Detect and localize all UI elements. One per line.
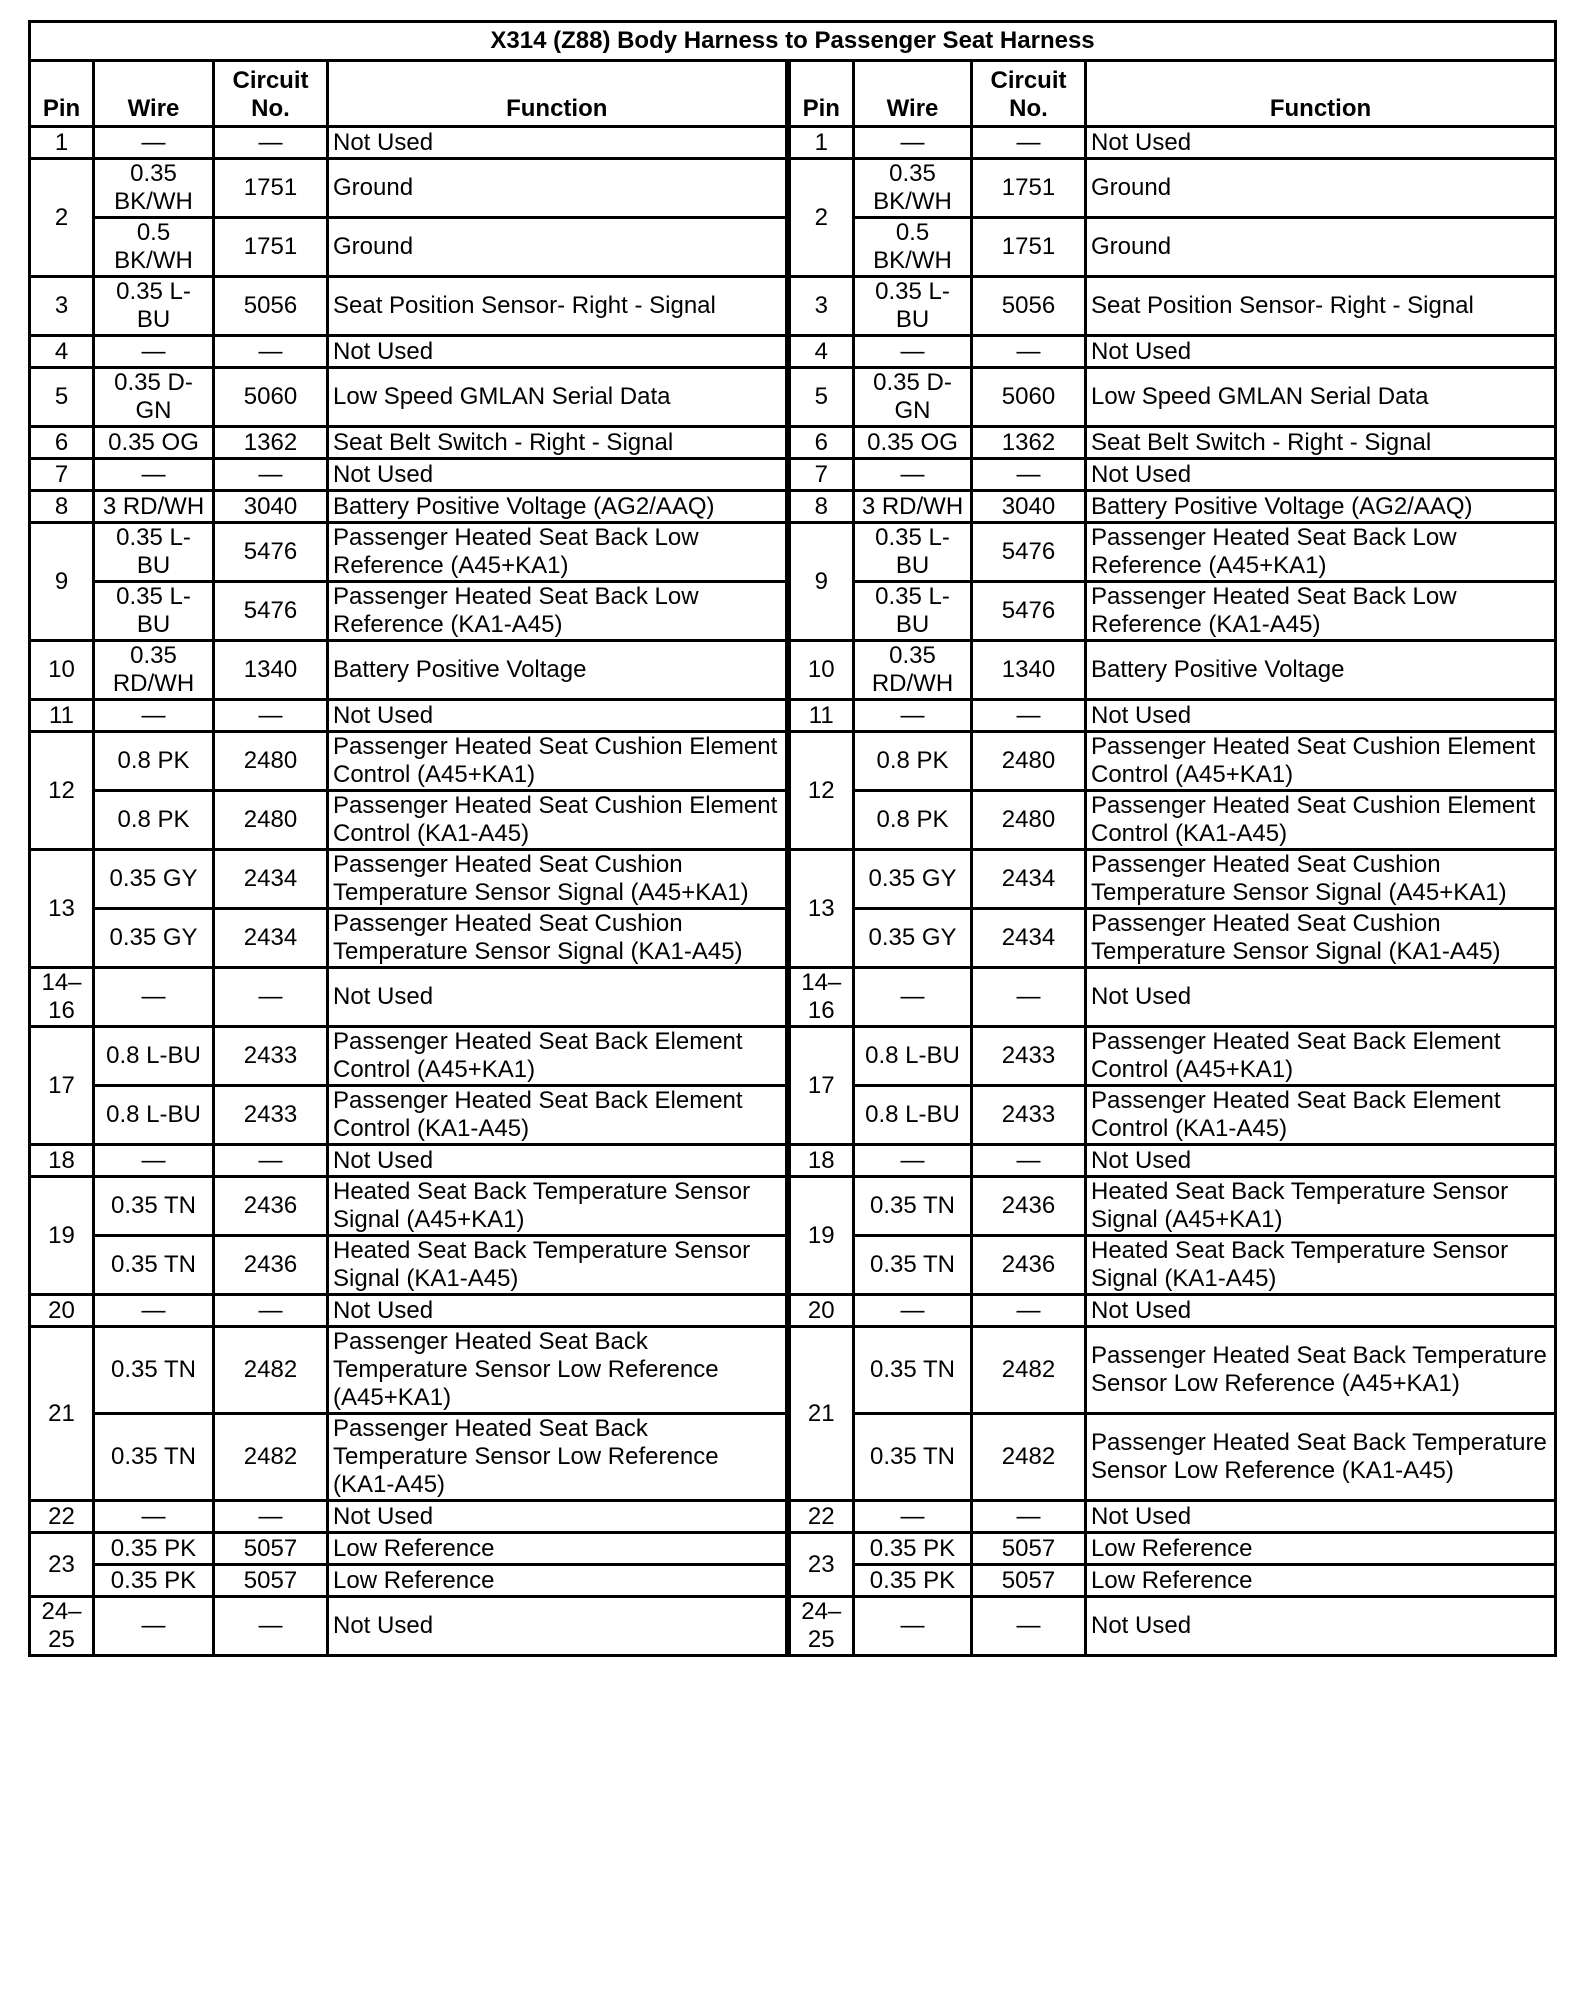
circuit-cell: — [972, 336, 1086, 368]
header-wire: Wire [94, 61, 214, 127]
circuit-cell: 2480 [972, 791, 1086, 850]
wire-cell: — [854, 127, 972, 159]
wire-cell: — [94, 336, 214, 368]
circuit-cell: 1751 [972, 218, 1086, 277]
function-cell: Not Used [328, 1597, 788, 1656]
circuit-cell: 2433 [214, 1086, 328, 1145]
function-cell: Not Used [1086, 1145, 1556, 1177]
function-cell: Low Speed GMLAN Serial Data [1086, 368, 1556, 427]
wire-cell: 0.35 L-BU [94, 523, 214, 582]
wire-cell: 0.8 PK [854, 791, 972, 850]
wire-cell: — [94, 1295, 214, 1327]
pin-cell: 20 [788, 1295, 854, 1327]
circuit-cell: 2433 [972, 1086, 1086, 1145]
wire-cell: 0.35 TN [854, 1327, 972, 1414]
pin-cell: 1 [30, 127, 94, 159]
wire-cell: — [854, 968, 972, 1027]
pin-cell: 13 [30, 850, 94, 968]
circuit-cell: 5057 [214, 1565, 328, 1597]
function-cell: Not Used [328, 1145, 788, 1177]
wire-cell: 0.35 TN [94, 1414, 214, 1501]
function-cell: Ground [328, 218, 788, 277]
title-row [30, 22, 1556, 61]
pin-cell: 19 [788, 1177, 854, 1295]
wire-cell: — [94, 459, 214, 491]
circuit-cell: 1340 [214, 641, 328, 700]
circuit-cell: 5476 [972, 523, 1086, 582]
circuit-cell: 5060 [972, 368, 1086, 427]
circuit-cell: 2434 [972, 909, 1086, 968]
circuit-cell: 2480 [214, 732, 328, 791]
pin-cell: 23 [788, 1533, 854, 1597]
function-cell: Passenger Heated Seat Cushion Temperature Sensor Signal (KA1-A45) [1086, 909, 1556, 968]
wire-cell: 0.35 RD/WH [94, 641, 214, 700]
pin-cell: 12 [30, 732, 94, 850]
table-row [30, 277, 1556, 336]
circuit-cell: — [214, 127, 328, 159]
function-cell: Passenger Heated Seat Cushion Element Control (A45+KA1) [1086, 732, 1556, 791]
wire-cell: 0.8 L-BU [854, 1027, 972, 1086]
circuit-cell: 1751 [214, 218, 328, 277]
function-cell: Passenger Heated Seat Cushion Temperature Sensor Signal (A45+KA1) [328, 850, 788, 909]
circuit-cell: 2482 [972, 1414, 1086, 1501]
wire-cell: — [854, 1501, 972, 1533]
wire-cell: 0.35 OG [94, 427, 214, 459]
circuit-cell: — [972, 1501, 1086, 1533]
wire-cell: 0.35 RD/WH [854, 641, 972, 700]
pin-cell: 11 [788, 700, 854, 732]
circuit-cell: — [214, 700, 328, 732]
circuit-cell: 2433 [214, 1027, 328, 1086]
function-cell: Passenger Heated Seat Back Low Reference (KA1-A45) [328, 582, 788, 641]
function-cell: Battery Positive Voltage (AG2/AAQ) [328, 491, 788, 523]
circuit-cell: 1362 [972, 427, 1086, 459]
table-row [30, 159, 1556, 218]
function-cell: Not Used [1086, 968, 1556, 1027]
table-row [30, 732, 1556, 791]
function-cell: Seat Position Sensor- Right - Signal [1086, 277, 1556, 336]
function-cell: Passenger Heated Seat Back Element Control (KA1-A45) [1086, 1086, 1556, 1145]
circuit-cell: — [972, 1145, 1086, 1177]
function-cell: Passenger Heated Seat Back Element Control (KA1-A45) [328, 1086, 788, 1145]
wire-cell: 0.5 BK/WH [854, 218, 972, 277]
pin-cell: 11 [30, 700, 94, 732]
table-row [30, 700, 1556, 732]
function-cell: Seat Belt Switch - Right - Signal [328, 427, 788, 459]
function-cell: Not Used [328, 1501, 788, 1533]
wire-cell: — [854, 336, 972, 368]
circuit-cell: — [972, 459, 1086, 491]
function-cell: Not Used [1086, 1597, 1556, 1656]
circuit-cell: — [214, 459, 328, 491]
circuit-cell: 2433 [972, 1027, 1086, 1086]
wire-cell: 0.35 D-GN [854, 368, 972, 427]
wire-cell: 3 RD/WH [854, 491, 972, 523]
function-cell: Not Used [328, 127, 788, 159]
pin-cell: 9 [788, 523, 854, 641]
table-row [30, 523, 1556, 582]
circuit-cell: 2436 [214, 1177, 328, 1236]
circuit-cell: 2436 [972, 1236, 1086, 1295]
circuit-cell: 1751 [972, 159, 1086, 218]
pin-cell: 12 [788, 732, 854, 850]
table-row [30, 1177, 1556, 1236]
wire-cell: 0.35 BK/WH [854, 159, 972, 218]
pin-cell: 21 [30, 1327, 94, 1501]
circuit-cell: — [972, 127, 1086, 159]
wire-cell: 0.8 PK [854, 732, 972, 791]
pin-cell: 14–16 [30, 968, 94, 1027]
circuit-cell: — [214, 1501, 328, 1533]
circuit-cell: 2436 [214, 1236, 328, 1295]
pin-cell: 6 [788, 427, 854, 459]
wire-cell: 0.35 PK [94, 1565, 214, 1597]
pin-cell: 3 [30, 277, 94, 336]
pin-cell: 2 [30, 159, 94, 277]
wire-cell: 0.8 L-BU [94, 1086, 214, 1145]
function-cell: Passenger Heated Seat Back Low Reference (A45+KA1) [328, 523, 788, 582]
pin-cell: 14–16 [788, 968, 854, 1027]
pin-cell: 6 [30, 427, 94, 459]
table-row [30, 1327, 1556, 1414]
wire-cell: 0.35 L-BU [94, 277, 214, 336]
pin-cell: 21 [788, 1327, 854, 1501]
wire-cell: 0.35 PK [854, 1533, 972, 1565]
function-cell: Heated Seat Back Temperature Sensor Signal (KA1-A45) [328, 1236, 788, 1295]
function-cell: Not Used [1086, 127, 1556, 159]
table-row [30, 1295, 1556, 1327]
pin-cell: 24–25 [30, 1597, 94, 1656]
pin-cell: 1 [788, 127, 854, 159]
wire-cell: — [94, 127, 214, 159]
function-cell: Passenger Heated Seat Back Element Control (A45+KA1) [328, 1027, 788, 1086]
circuit-cell: — [214, 336, 328, 368]
pin-cell: 20 [30, 1295, 94, 1327]
wire-cell: 0.5 BK/WH [94, 218, 214, 277]
function-cell: Passenger Heated Seat Back Temperature Sensor Low Reference (A45+KA1) [1086, 1327, 1556, 1414]
wire-cell: 0.35 L-BU [854, 582, 972, 641]
header-function: Function [1086, 61, 1556, 127]
pin-cell: 18 [30, 1145, 94, 1177]
table-row [30, 1597, 1556, 1656]
function-cell: Passenger Heated Seat Back Temperature Sensor Low Reference (A45+KA1) [328, 1327, 788, 1414]
wire-cell: — [854, 700, 972, 732]
table-row [30, 427, 1556, 459]
pin-cell: 22 [30, 1501, 94, 1533]
circuit-cell: 2482 [214, 1327, 328, 1414]
function-cell: Not Used [1086, 459, 1556, 491]
function-cell: Not Used [328, 459, 788, 491]
circuit-cell: 5476 [972, 582, 1086, 641]
circuit-cell: 5057 [214, 1533, 328, 1565]
wire-cell: 3 RD/WH [94, 491, 214, 523]
function-cell: Not Used [1086, 1295, 1556, 1327]
circuit-cell: 5060 [214, 368, 328, 427]
wire-cell: — [854, 1145, 972, 1177]
table-row [30, 968, 1556, 1027]
circuit-cell: 1362 [214, 427, 328, 459]
function-cell: Passenger Heated Seat Cushion Element Control (KA1-A45) [1086, 791, 1556, 850]
wire-cell: 0.8 L-BU [854, 1086, 972, 1145]
circuit-cell: 2480 [972, 732, 1086, 791]
function-cell: Not Used [1086, 700, 1556, 732]
table-row [30, 127, 1556, 159]
wire-cell: — [94, 700, 214, 732]
circuit-cell: — [214, 1145, 328, 1177]
function-cell: Not Used [328, 968, 788, 1027]
header-row [30, 61, 1556, 127]
function-cell: Low Reference [1086, 1565, 1556, 1597]
function-cell: Passenger Heated Seat Back Low Reference (A45+KA1) [1086, 523, 1556, 582]
pin-cell: 22 [788, 1501, 854, 1533]
function-cell: Battery Positive Voltage (AG2/AAQ) [1086, 491, 1556, 523]
function-cell: Passenger Heated Seat Cushion Temperature Sensor Signal (KA1-A45) [328, 909, 788, 968]
header-function: Function [328, 61, 788, 127]
circuit-cell: — [972, 700, 1086, 732]
function-cell: Low Speed GMLAN Serial Data [328, 368, 788, 427]
pin-cell: 10 [30, 641, 94, 700]
function-cell: Passenger Heated Seat Back Element Control (A45+KA1) [1086, 1027, 1556, 1086]
pin-cell: 2 [788, 159, 854, 277]
function-cell: Battery Positive Voltage [1086, 641, 1556, 700]
wire-cell: 0.35 L-BU [854, 277, 972, 336]
pin-cell: 4 [788, 336, 854, 368]
pin-cell: 13 [788, 850, 854, 968]
function-cell: Not Used [328, 700, 788, 732]
wire-cell: 0.35 PK [854, 1565, 972, 1597]
wire-cell: — [854, 1295, 972, 1327]
table-row [30, 641, 1556, 700]
wire-cell: 0.8 L-BU [94, 1027, 214, 1086]
wire-cell: — [94, 968, 214, 1027]
table-row [30, 850, 1556, 909]
wire-cell: 0.35 TN [94, 1177, 214, 1236]
header-pin: Pin [30, 61, 94, 127]
function-cell: Passenger Heated Seat Cushion Element Control (A45+KA1) [328, 732, 788, 791]
function-cell: Passenger Heated Seat Cushion Temperature Sensor Signal (A45+KA1) [1086, 850, 1556, 909]
function-cell: Seat Position Sensor- Right - Signal [328, 277, 788, 336]
wire-cell: 0.35 TN [94, 1327, 214, 1414]
function-cell: Battery Positive Voltage [328, 641, 788, 700]
function-cell: Ground [328, 159, 788, 218]
pin-cell: 17 [788, 1027, 854, 1145]
pin-cell: 4 [30, 336, 94, 368]
circuit-cell: 2434 [972, 850, 1086, 909]
table-row [30, 1533, 1556, 1565]
circuit-cell: 3040 [972, 491, 1086, 523]
function-cell: Passenger Heated Seat Back Temperature Sensor Low Reference (KA1-A45) [328, 1414, 788, 1501]
circuit-cell: 2436 [972, 1177, 1086, 1236]
circuit-cell: — [972, 1597, 1086, 1656]
circuit-cell: — [972, 968, 1086, 1027]
table-row [30, 491, 1556, 523]
circuit-cell: 5056 [214, 277, 328, 336]
pin-cell: 24–25 [788, 1597, 854, 1656]
wire-cell: 0.35 PK [94, 1533, 214, 1565]
wire-cell: — [854, 459, 972, 491]
circuit-cell: 3040 [214, 491, 328, 523]
wire-cell: — [94, 1145, 214, 1177]
table-row [30, 336, 1556, 368]
wire-cell: 0.35 TN [854, 1414, 972, 1501]
function-cell: Heated Seat Back Temperature Sensor Signal (A45+KA1) [1086, 1177, 1556, 1236]
header-circuit: Circuit No. [214, 61, 328, 127]
table-row [30, 1027, 1556, 1086]
function-cell: Heated Seat Back Temperature Sensor Signal (A45+KA1) [328, 1177, 788, 1236]
table-title: X314 (Z88) Body Harness to Passenger Seat Harness [30, 22, 1556, 61]
circuit-cell: 2434 [214, 909, 328, 968]
wire-cell: 0.8 PK [94, 732, 214, 791]
function-cell: Ground [1086, 159, 1556, 218]
function-cell: Not Used [328, 336, 788, 368]
pin-cell: 5 [30, 368, 94, 427]
circuit-cell: 5056 [972, 277, 1086, 336]
pin-cell: 7 [788, 459, 854, 491]
circuit-cell: 5057 [972, 1533, 1086, 1565]
table-body [30, 127, 1556, 1656]
connector-pinout-table [28, 20, 1557, 1657]
pin-cell: 5 [788, 368, 854, 427]
wire-cell: — [94, 1597, 214, 1656]
function-cell: Low Reference [1086, 1533, 1556, 1565]
wire-cell: 0.35 GY [94, 850, 214, 909]
wire-cell: 0.8 PK [94, 791, 214, 850]
pin-cell: 17 [30, 1027, 94, 1145]
pin-cell: 8 [30, 491, 94, 523]
function-cell: Heated Seat Back Temperature Sensor Signal (KA1-A45) [1086, 1236, 1556, 1295]
pin-cell: 3 [788, 277, 854, 336]
function-cell: Passenger Heated Seat Cushion Element Control (KA1-A45) [328, 791, 788, 850]
circuit-cell: 2482 [214, 1414, 328, 1501]
circuit-cell: — [214, 968, 328, 1027]
wire-cell: 0.35 L-BU [94, 582, 214, 641]
circuit-cell: 5476 [214, 523, 328, 582]
wire-cell: 0.35 TN [854, 1177, 972, 1236]
wire-cell: 0.35 TN [854, 1236, 972, 1295]
header-wire: Wire [854, 61, 972, 127]
function-cell: Low Reference [328, 1533, 788, 1565]
pin-cell: 18 [788, 1145, 854, 1177]
circuit-cell: 2480 [214, 791, 328, 850]
wire-cell: — [854, 1597, 972, 1656]
pin-cell: 19 [30, 1177, 94, 1295]
function-cell: Passenger Heated Seat Back Low Reference (KA1-A45) [1086, 582, 1556, 641]
pin-cell: 7 [30, 459, 94, 491]
wire-cell: 0.35 OG [854, 427, 972, 459]
table-row [30, 459, 1556, 491]
circuit-cell: 1751 [214, 159, 328, 218]
wire-cell: 0.35 GY [854, 850, 972, 909]
table-row [30, 1145, 1556, 1177]
circuit-cell: — [972, 1295, 1086, 1327]
pin-cell: 23 [30, 1533, 94, 1597]
wire-cell: 0.35 L-BU [854, 523, 972, 582]
circuit-cell: 2434 [214, 850, 328, 909]
pin-cell: 9 [30, 523, 94, 641]
pin-cell: 8 [788, 491, 854, 523]
wire-cell: — [94, 1501, 214, 1533]
circuit-cell: 5476 [214, 582, 328, 641]
wire-cell: 0.35 D-GN [94, 368, 214, 427]
table-row [30, 368, 1556, 427]
wire-cell: 0.35 GY [94, 909, 214, 968]
circuit-cell: 5057 [972, 1565, 1086, 1597]
header-circuit: Circuit No. [972, 61, 1086, 127]
function-cell: Ground [1086, 218, 1556, 277]
header-pin: Pin [788, 61, 854, 127]
function-cell: Low Reference [328, 1565, 788, 1597]
circuit-cell: 2482 [972, 1327, 1086, 1414]
circuit-cell: — [214, 1597, 328, 1656]
wire-cell: 0.35 TN [94, 1236, 214, 1295]
table-row [30, 1501, 1556, 1533]
function-cell: Not Used [1086, 336, 1556, 368]
circuit-cell: — [214, 1295, 328, 1327]
wire-cell: 0.35 GY [854, 909, 972, 968]
circuit-cell: 1340 [972, 641, 1086, 700]
pin-cell: 10 [788, 641, 854, 700]
wire-cell: 0.35 BK/WH [94, 159, 214, 218]
function-cell: Not Used [328, 1295, 788, 1327]
function-cell: Seat Belt Switch - Right - Signal [1086, 427, 1556, 459]
function-cell: Passenger Heated Seat Back Temperature Sensor Low Reference (KA1-A45) [1086, 1414, 1556, 1501]
function-cell: Not Used [1086, 1501, 1556, 1533]
